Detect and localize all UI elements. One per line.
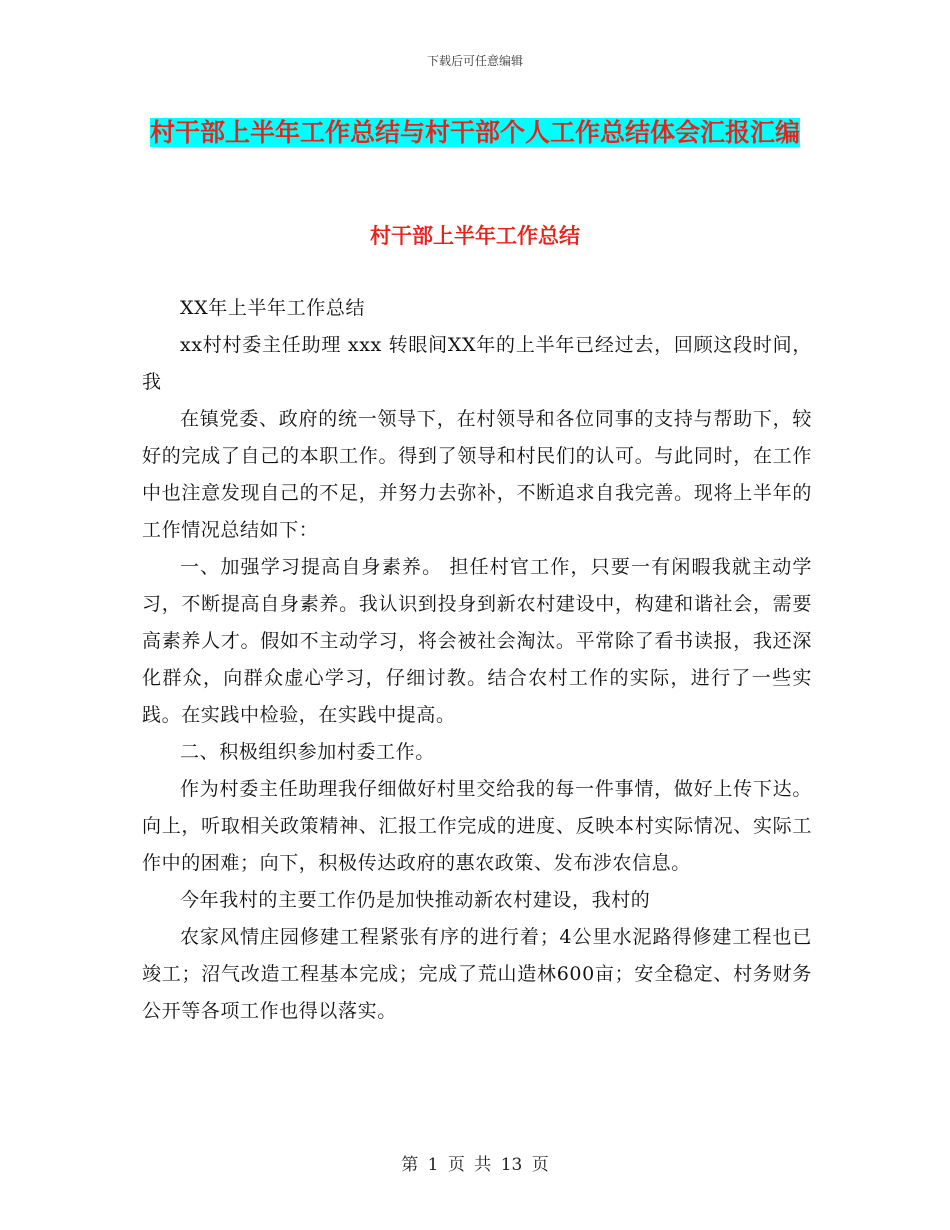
paragraph: 二、积极组织参加村委工作。 — [180, 741, 435, 763]
paragraph: 农家风情庄园修建工程紧张有序的进行着；4公里水泥路得修建工程也已竣工；沼气改造工程基本完成；完成了荒山造林600亩；安全稳定、村务财务公开等各项工作也得以落实。 — [142, 926, 812, 1022]
section-title: 村干部上半年工作总结 — [370, 224, 580, 248]
paragraph: 作为村委主任助理我仔细做好村里交给我的每一件事情，做好上传下达。向上，听取相关政策精神、汇报工作完成的进度、反映本村实际情况、实际工作中的困难；向下，积极传达政府的惠农政策、发布涉农信息。 — [142, 778, 812, 874]
paragraph: 今年我村的主要工作仍是加快推动新农村建设，我村的 — [180, 889, 651, 911]
document-title — [130, 108, 820, 158]
page-number: 第 1 页 共 13 页 — [401, 1155, 549, 1175]
paragraph: 一、加强学习提高自身素养。 担任村官工作，只要一有闲暇我就主动学习，不断提高自身素养。我认识到投身到新农村建设中，构建和谐社会，需要高素养人才。假如不主动学习，将会被社会淘汰。平常除了看书读报，我还深化群众，向群众虚心学习，仔细讨教。结合农村工作的实际，进行了一些实践。在实践中检验，在实践中提高。 — [142, 556, 812, 726]
document-title-text: 村干部上半年工作总结与村干部个人工作总结体会汇报汇编 — [149, 118, 800, 147]
paragraph: xx村村委主任助理 xxx 转眼间XX年的上半年已经过去，回顾这段时间，我 — [142, 334, 812, 393]
document-body — [142, 290, 812, 1030]
paragraph: XX年上半年工作总结 — [180, 297, 366, 319]
page-header-note: 下载后可任意编辑 — [426, 54, 523, 68]
paragraph: 在镇党委、政府的统一领导下，在村领导和各位同事的支持与帮助下，较好的完成了自己的本职工作。得到了领导和村民们的认可。与此同时，在工作中也注意发现自己的不足，并努力去弥补，不断追求自我完善。现将上半年的工作情况总结如下： — [142, 408, 812, 541]
